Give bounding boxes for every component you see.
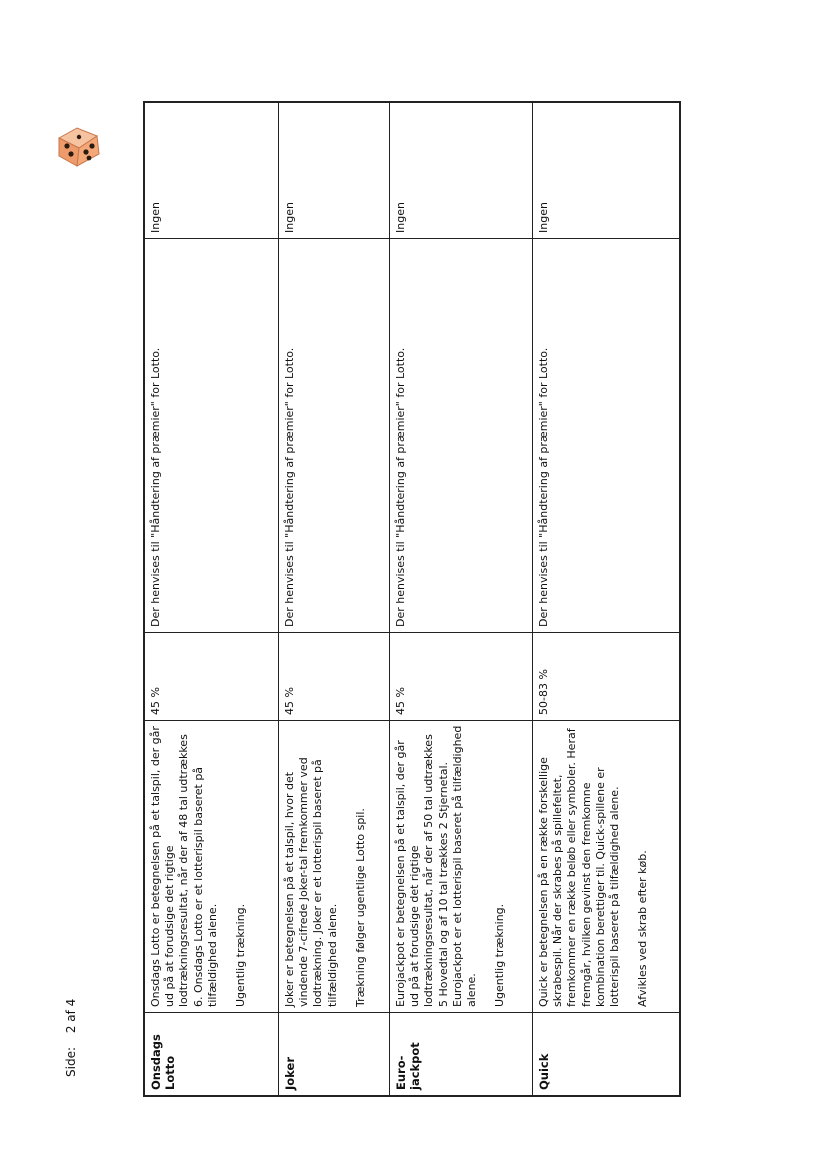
description-note: Trækning følger ugentlige Lotto spil. bbox=[353, 808, 367, 1007]
table-row-other: Ingen bbox=[394, 202, 407, 233]
table-rule bbox=[532, 101, 533, 1097]
table-row-description bbox=[146, 721, 278, 1011]
table-row-name: Onsdags Lotto bbox=[149, 1034, 177, 1090]
table-row-other: Ingen bbox=[537, 202, 550, 233]
table-border-bottom bbox=[143, 1095, 681, 1097]
description-text: Joker er betegnelsen på et talspil, hvor det vindende 7-cifrede Joker-tal fremkommer ved lodtrækning. Joker er et lotterispil baseret på tilfældighed alene. bbox=[283, 757, 339, 1007]
table-row-percent: 45 % bbox=[283, 687, 296, 715]
table-border-left bbox=[143, 101, 145, 1097]
table-row-name: Joker bbox=[283, 1057, 297, 1090]
table-border-right bbox=[679, 101, 681, 1097]
description-note: Afvikles ved skrab efter køb. bbox=[636, 850, 650, 1007]
page-label: Side: bbox=[64, 1047, 78, 1077]
table-row-name: Euro-jackpot bbox=[394, 1042, 422, 1090]
table-row-prize: Der henvises til "Håndtering af præmier" for Lotto. bbox=[394, 347, 407, 627]
table-row-percent: 50-83 % bbox=[537, 669, 550, 715]
table-row-description bbox=[534, 721, 678, 1011]
description-text: Quick er betegnelsen på en række forskellige skrabespil. Når der skrabes på spillefeltet, fremkommer en række beløb eller symboler. Heraf fremgår, hvilken gevinst den fremkomne kombination berettiger til. Quick-spillene er lotterispil baseret på tilfældighed alene. bbox=[537, 728, 622, 1007]
table-row-percent: 45 % bbox=[394, 687, 407, 715]
table-row-percent: 45 % bbox=[149, 687, 162, 715]
table-row-other: Ingen bbox=[149, 202, 162, 233]
description-text: Eurojackpot er betegnelsen på et talspil, der går ud på at forudsige det rigtige lodtrækningsresultat, når der af 50 tal udtrækkes 5 Hovedtal og af 10 tal trækkes 2 Stjernetal. Eurojackpot er et lotterispil baseret på tilfældighed alene. bbox=[394, 725, 479, 1007]
table-row-description bbox=[391, 721, 531, 1011]
page-header bbox=[64, 999, 78, 1077]
table-row-prize: Der henvises til "Håndtering af præmier" for Lotto. bbox=[149, 347, 162, 627]
table-rule bbox=[143, 1012, 681, 1013]
page-number: 2 af 4 bbox=[64, 998, 78, 1034]
description-text: Onsdags Lotto er betegnelsen på et talspil, der går ud på at forudsige det rigtige lodtrækningsresultat, når der af 48 tal udtrækkes 6. Onsdags Lotto er et lotterispil baseret på tilfældighed alene. bbox=[149, 726, 219, 1007]
description-note: Ugentlig trækning. bbox=[234, 903, 248, 1007]
dice-logo-icon bbox=[53, 124, 105, 170]
table-row-other: Ingen bbox=[283, 202, 296, 233]
table-row-name: Quick bbox=[537, 1053, 551, 1090]
table-rule bbox=[389, 101, 390, 1097]
table-row-prize: Der henvises til "Håndtering af præmier" for Lotto. bbox=[537, 347, 550, 627]
table-row-prize: Der henvises til "Håndtering af præmier" for Lotto. bbox=[283, 347, 296, 627]
table-row-description bbox=[280, 721, 388, 1011]
table-rule bbox=[278, 101, 279, 1097]
description-note: Ugentlig trækning. bbox=[493, 903, 507, 1007]
